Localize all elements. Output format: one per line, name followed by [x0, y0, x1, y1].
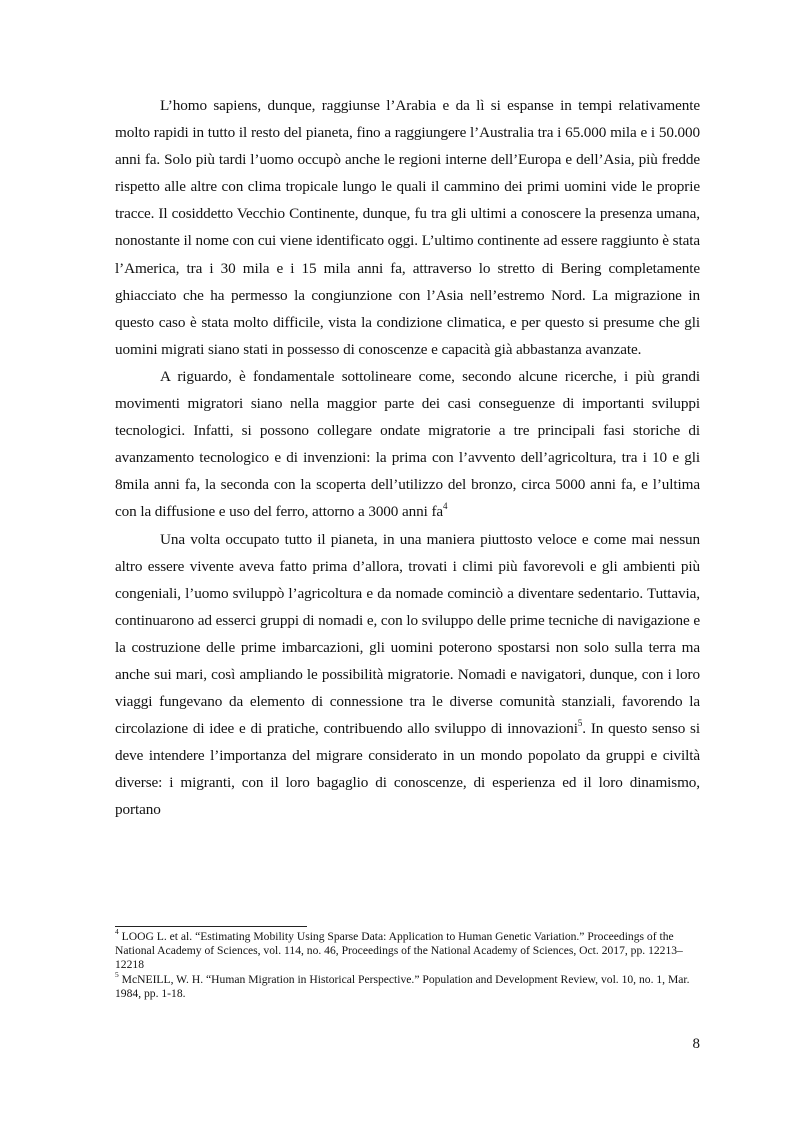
footnote-separator: [115, 926, 307, 927]
paragraph-text: L’homo sapiens, dunque, raggiunse l’Arabia e da lì si espanse in tempi relativamente molto rapidi in tutto il resto del pianeta, fino a raggiungere l’Australia tra i 65.000 mila e i 50.000 anni fa. Solo più tardi l’uomo occupò anche le regioni interne dell’Europa e dell’Asia, più fredde rispetto alle altre con clima tropicale lungo le quali il cammino dei primi uomini vide le proprie tracce. Il cosiddetto Vecchio Continente, dunque, fu tra gli ultimi a conoscere la presenza umana, nonostante il nome con cui viene identificato oggi. L’ultimo continente ad essere raggiunto è stata l’America, tra i 30 mila e i 15 mila anni fa, attraverso lo stretto di Bering completamente ghiacciato che ha permesso la congiunzione con l’Asia nell’estremo Nord. La migrazione in questo caso è stata molto difficile, vista la condizione climatica, e per questo si presume che gli uomini migrati siano stati in possesso di conoscenze e capacità già abbastanza avanzate.: [115, 97, 700, 358]
paragraph: [115, 92, 700, 363]
footnotes: [115, 927, 700, 1001]
paragraph: [115, 526, 700, 824]
body-text: [115, 92, 700, 824]
footnote: [115, 969, 700, 1001]
footnote-text: LOOG L. et al. “Estimating Mobility Using Sparse Data: Application to Human Genetic Variation.” Proceedings of the National Academy of Sciences, vol. 114, no. 46, Proceedings of the National Academy of Sciences, Oct. 2017, pp. 12213–12218: [115, 930, 683, 972]
footnote-text: McNEILL, W. H. “Human Migration in Historical Perspective.” Population and Development Review, vol. 10, no. 1, Mar. 1984, pp. 1-18.: [115, 972, 690, 1000]
paragraph-text-after: . In questo senso si deve intendere l’importanza del migrare considerato in un mondo popolato da gruppi e civiltà diverse: i migranti, con il loro bagaglio di conoscenze, di esperienza ed il loro dinamismo, portano: [115, 720, 700, 819]
paragraph-text: A riguardo, è fondamentale sottolineare come, secondo alcune ricerche, i più grandi movimenti migratori siano nella maggior parte dei casi conseguenze di importanti sviluppi tecnologici. Infatti, si possono collegare ondate migratorie a tre principali fasi storiche di avanzamento tecnologico e di invenzioni: la prima con l’avvento dell’agricoltura, tra i 10 e gli 8mila anni fa, la seconda con la scoperta dell’utilizzo del bronzo, circa 5000 anni fa, e l’ultima con la diffusione e uso del ferro, attorno a 3000 anni fa: [115, 367, 700, 521]
footnote-reference[interactable]: 4: [443, 501, 448, 512]
footnote-reference[interactable]: 5: [577, 718, 583, 729]
footnote-number: 5: [115, 969, 119, 979]
footnote-number: 4: [115, 927, 119, 937]
footnote: [115, 927, 700, 973]
paragraph-text: Una volta occupato tutto il pianeta, in una maniera piuttosto veloce e come mai nessun altro essere vivente aveva fatto prima d’allora, trovati i climi più favorevoli e gli ambienti più congeniali, l’uomo sviluppò l’agricoltura e da nomade cominciò a diventare sedentario. Tuttavia, continuarono ad esserci gruppi di nomadi e, con lo sviluppo delle prime tecniche di navigazione e la costruzione delle prime imbarcazioni, gli uomini poterono spostarsi non solo sulla terra ma anche sui mari, così ampliando le possibilità migratorie. Nomadi e navigatori, dunque, con i loro viaggi fungevano da elemento di connessione tra le diverse comunità stanziali, favorendo la circolazione di idee e di pratiche, contribuendo allo sviluppo di innovazioni: [115, 530, 700, 738]
paragraph: [115, 363, 700, 526]
page-number: 8: [692, 1036, 700, 1052]
